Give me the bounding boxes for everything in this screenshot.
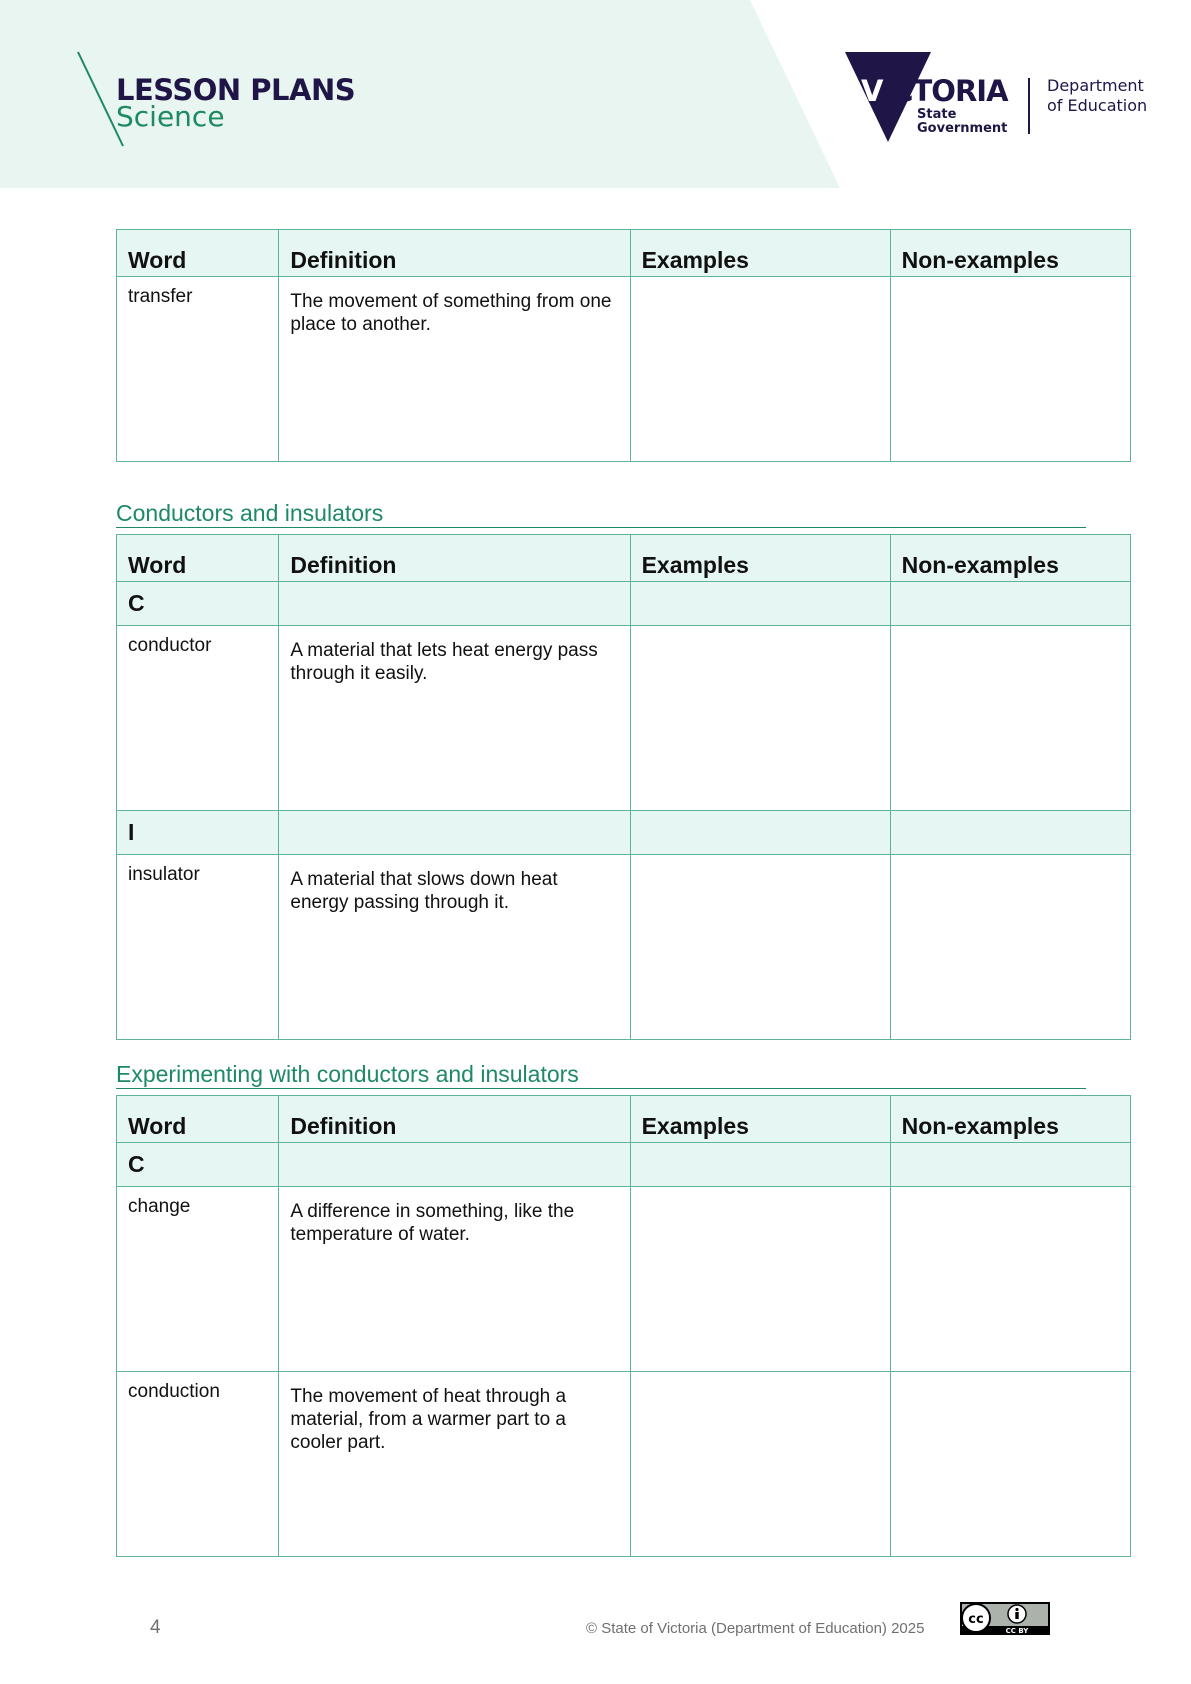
vocab-table-transfer bbox=[116, 229, 1131, 462]
letter-row-blank bbox=[279, 582, 630, 626]
logo-divider bbox=[1028, 78, 1030, 134]
letter-row-c bbox=[117, 582, 1131, 626]
letter-row-blank bbox=[279, 1143, 630, 1187]
definition-cell: A difference in something, like the temperature of water. bbox=[279, 1187, 630, 1372]
letter-row-i bbox=[117, 811, 1131, 855]
state-government-label: State Government bbox=[917, 107, 1008, 136]
non-examples-cell[interactable] bbox=[890, 626, 1130, 811]
col-header-definition: Definition bbox=[279, 535, 630, 582]
letter-cell: I bbox=[117, 811, 279, 855]
letter-row-blank bbox=[630, 811, 890, 855]
vocab-table-conductors bbox=[116, 534, 1131, 1040]
table-header-row bbox=[117, 230, 1131, 277]
victoria-government-logo bbox=[845, 50, 1165, 145]
definition-cell: A material that slows down heat energy passing through it. bbox=[279, 855, 630, 1040]
col-header-examples: Examples bbox=[630, 1096, 890, 1143]
examples-cell[interactable] bbox=[630, 855, 890, 1040]
definition-cell: The movement of heat through a material, from a warmer part to a cooler part. bbox=[279, 1372, 630, 1557]
letter-row-blank bbox=[630, 1143, 890, 1187]
non-examples-cell[interactable] bbox=[890, 1187, 1130, 1372]
col-header-definition: Definition bbox=[279, 1096, 630, 1143]
table-header-row bbox=[117, 1096, 1131, 1143]
word-cell: conduction bbox=[117, 1372, 279, 1557]
lesson-plans-logo bbox=[76, 50, 376, 150]
department-label: Department of Education bbox=[1047, 76, 1148, 115]
letter-cell: C bbox=[117, 582, 279, 626]
non-examples-cell[interactable] bbox=[890, 277, 1130, 462]
col-header-non-examples: Non-examples bbox=[890, 230, 1130, 277]
section-heading-conductors: Conductors and insulators bbox=[116, 500, 1086, 528]
section-heading-experimenting: Experimenting with conductors and insulators bbox=[116, 1061, 1086, 1089]
examples-cell[interactable] bbox=[630, 626, 890, 811]
examples-cell[interactable] bbox=[630, 1187, 890, 1372]
letter-row-blank bbox=[630, 582, 890, 626]
word-cell: change bbox=[117, 1187, 279, 1372]
letter-row-blank bbox=[279, 811, 630, 855]
letter-row-blank bbox=[890, 1143, 1130, 1187]
copyright-notice: © State of Victoria (Department of Education) 2025 bbox=[586, 1620, 925, 1637]
letter-row-c bbox=[117, 1143, 1131, 1187]
col-header-non-examples: Non-examples bbox=[890, 535, 1130, 582]
vocab-table-experimenting bbox=[116, 1095, 1131, 1557]
victoria-wordmark: VICTORIA bbox=[861, 74, 1008, 108]
table-header-row bbox=[117, 535, 1131, 582]
non-examples-cell[interactable] bbox=[890, 855, 1130, 1040]
col-header-non-examples: Non-examples bbox=[890, 1096, 1130, 1143]
col-header-word: Word bbox=[117, 230, 279, 277]
page-number: 4 bbox=[150, 1617, 161, 1638]
letter-row-blank bbox=[890, 582, 1130, 626]
letter-row-blank bbox=[890, 811, 1130, 855]
examples-cell[interactable] bbox=[630, 277, 890, 462]
col-header-word: Word bbox=[117, 1096, 279, 1143]
table-row bbox=[117, 277, 1131, 462]
table-row bbox=[117, 855, 1131, 1040]
word-cell: transfer bbox=[117, 277, 279, 462]
cc-by-license-icon bbox=[960, 1602, 1050, 1635]
svg-text:cc: cc bbox=[968, 1612, 984, 1627]
table-row bbox=[117, 626, 1131, 811]
table-row bbox=[117, 1372, 1131, 1557]
col-header-definition: Definition bbox=[279, 230, 630, 277]
col-header-examples: Examples bbox=[630, 535, 890, 582]
brand-subtitle: Science bbox=[116, 100, 225, 133]
definition-cell: A material that lets heat energy pass through it easily. bbox=[279, 626, 630, 811]
word-cell: insulator bbox=[117, 855, 279, 1040]
table-row bbox=[117, 1187, 1131, 1372]
definition-cell: The movement of something from one place to another. bbox=[279, 277, 630, 462]
examples-cell[interactable] bbox=[630, 1372, 890, 1557]
letter-cell: C bbox=[117, 1143, 279, 1187]
col-header-examples: Examples bbox=[630, 230, 890, 277]
col-header-word: Word bbox=[117, 535, 279, 582]
word-cell: conductor bbox=[117, 626, 279, 811]
non-examples-cell[interactable] bbox=[890, 1372, 1130, 1557]
svg-text:CC BY: CC BY bbox=[1005, 1627, 1029, 1635]
brand-title: LESSON PLANS bbox=[116, 73, 356, 107]
